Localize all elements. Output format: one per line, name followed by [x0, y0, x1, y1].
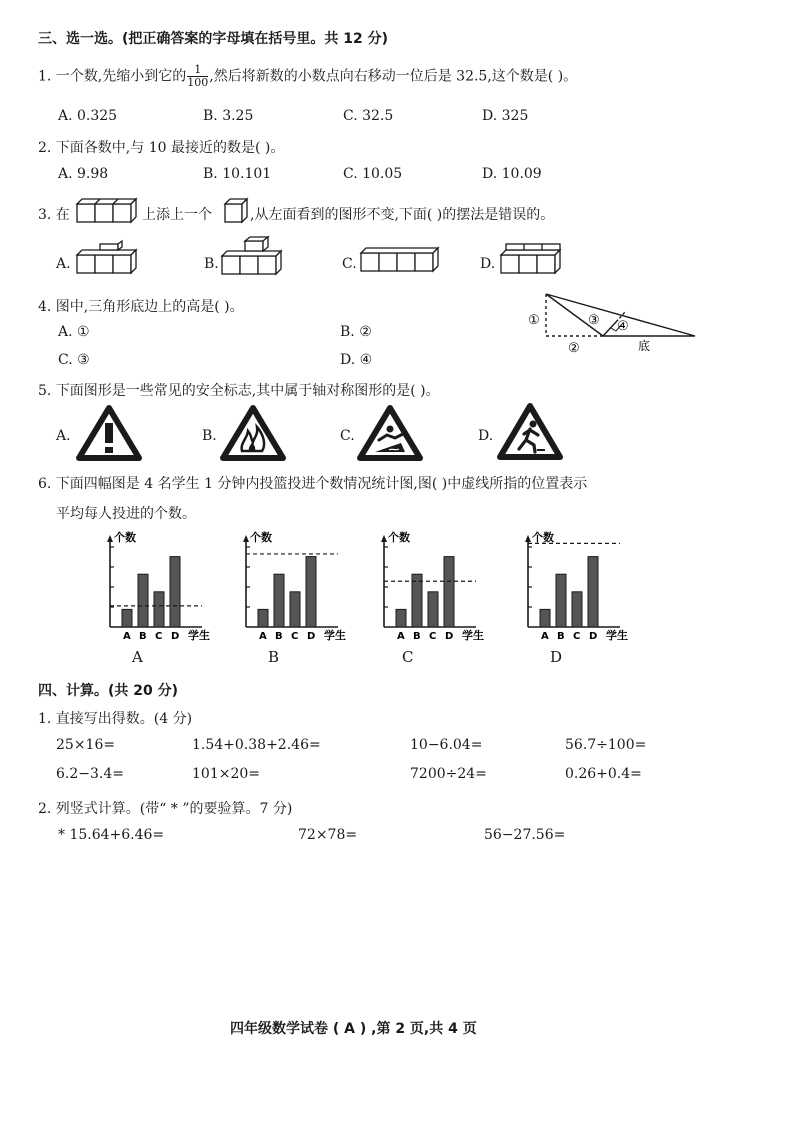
q2-option-d: D. 10.09 — [482, 166, 542, 182]
question-2: 2. 下面各数中,与 10 最接近的数是( )。 — [38, 140, 285, 156]
y-axis-arrow — [107, 535, 113, 542]
category-label: A — [397, 631, 405, 642]
chart-c-caption: C — [402, 648, 414, 666]
exclamation-icon — [76, 405, 142, 461]
question-6-line1: 6. 下面四幅图是 4 名学生 1 分钟内投篮投进个数情况统计图,图( )中虚线所指的位置表示 — [38, 476, 588, 492]
section4-heading: 四、计算。(共 20 分) — [38, 683, 179, 699]
calc-3: 10−6.04= — [410, 737, 483, 753]
bar-d — [170, 557, 180, 627]
chart-d-caption: D — [550, 648, 563, 666]
calc-7: 7200÷24= — [410, 766, 487, 782]
category-label: C — [155, 631, 163, 642]
vertical-calc-3: 56−27.56= — [484, 827, 566, 843]
category-label: D — [307, 631, 316, 642]
q1-option-a: A. 0.325 — [58, 108, 118, 124]
y-axis-arrow — [525, 535, 531, 542]
x-axis-label: 学生 — [606, 629, 628, 642]
category-label: A — [123, 631, 131, 642]
bar-c — [290, 592, 300, 627]
bar-chart-b — [232, 530, 362, 650]
triangle-label-3: ③ — [588, 313, 600, 328]
q4-option-a: A. ① — [58, 324, 90, 340]
category-label: D — [589, 631, 598, 642]
triangle-label-base: 底 — [638, 339, 651, 353]
vertical-calc-1: * 15.64+6.46= — [58, 827, 165, 843]
question-3-mid: 上添上一个 — [142, 207, 212, 223]
q5-option-d: D. — [478, 428, 494, 444]
q3-option-a: A. — [56, 256, 71, 272]
calc-1: 25×16= — [56, 737, 116, 753]
y-axis-label: 个数 — [388, 531, 410, 544]
cube-group-icon — [76, 198, 136, 224]
bar-b — [412, 574, 422, 627]
calc-2: 1.54+0.38+2.46= — [192, 737, 321, 753]
category-label: D — [171, 631, 180, 642]
q3-option-a-cubes-icon — [76, 243, 138, 277]
chart-b-caption: B — [268, 648, 280, 666]
y-axis-label: 个数 — [114, 531, 136, 544]
section4-sub2: 2. 列竖式计算。(带“ * ”的要验算。7 分) — [38, 801, 293, 817]
slippery-icon — [357, 405, 423, 461]
bar-d — [588, 557, 598, 627]
y-axis-arrow — [243, 535, 249, 542]
category-label: D — [445, 631, 454, 642]
triangle-label-4: ④ — [617, 319, 629, 334]
calc-8: 0.26+0.4= — [565, 766, 642, 782]
calc-6: 101×20= — [192, 766, 260, 782]
q3-option-b-cubes-icon — [221, 240, 283, 278]
category-label: A — [541, 631, 549, 642]
q3-option-d: D. — [480, 256, 496, 272]
bar-c — [154, 592, 164, 627]
y-axis-label: 个数 — [532, 531, 554, 544]
category-label: C — [429, 631, 437, 642]
bar-a — [258, 609, 268, 627]
category-label: C — [573, 631, 581, 642]
bar-chart-d — [514, 530, 644, 650]
category-label: C — [291, 631, 299, 642]
q3-option-c-cubes-icon — [360, 247, 438, 277]
bar-b — [138, 574, 148, 627]
q5-option-a: A. — [56, 428, 71, 444]
fraction-denominator: 100 — [187, 76, 209, 89]
x-axis-label: 学生 — [324, 629, 346, 642]
running-person-icon — [497, 403, 563, 461]
triangle-label-2: ② — [568, 341, 580, 356]
bar-c — [572, 592, 582, 627]
category-label: A — [259, 631, 267, 642]
category-label: B — [139, 631, 147, 642]
fraction — [187, 64, 208, 89]
y-axis-arrow — [381, 535, 387, 542]
question-1 — [38, 64, 577, 89]
question-1-post: ,然后将新数的小数点向右移动一位后是 32.5,这个数是( )。 — [209, 68, 578, 85]
bar-chart-a — [96, 530, 226, 650]
q1-option-d: D. 325 — [482, 108, 529, 124]
bar-a — [122, 609, 132, 627]
category-label: B — [275, 631, 283, 642]
cube-icon — [224, 198, 248, 224]
x-axis-label: 学生 — [188, 629, 210, 642]
x-axis-label: 学生 — [462, 629, 484, 642]
bar-b — [274, 574, 284, 627]
bar-d — [444, 557, 454, 627]
q5-option-c: C. — [340, 428, 355, 444]
calc-4: 56.7÷100= — [565, 737, 647, 753]
question-5: 5. 下面图形是一些常见的安全标志,其中属于轴对称图形的是( )。 — [38, 383, 440, 399]
triangle-figure — [520, 288, 700, 354]
category-label: B — [557, 631, 565, 642]
bar-d — [306, 557, 316, 627]
q4-option-b: B. ② — [340, 324, 372, 340]
question-6-line2: 平均每人投进的个数。 — [56, 506, 196, 522]
page-footer: 四年级数学试卷 ( A ) ,第 2 页,共 4 页 — [230, 1021, 477, 1037]
y-axis-label: 个数 — [250, 531, 272, 544]
triangle-label-1: ① — [528, 313, 540, 328]
calc-5: 6.2−3.4= — [56, 766, 124, 782]
question-3-pre: 3. 在 — [38, 207, 70, 223]
q2-option-a: A. 9.98 — [58, 166, 109, 182]
section4-sub1: 1. 直接写出得数。(4 分) — [38, 711, 193, 727]
fire-icon — [220, 405, 286, 461]
question-1-pre: 1. 一个数,先缩小到它的 — [38, 68, 187, 85]
vertical-calc-2: 72×78= — [298, 827, 358, 843]
q3-option-b: B. — [204, 256, 219, 272]
chart-a-caption: A — [132, 648, 143, 666]
category-label: B — [413, 631, 421, 642]
q2-option-c: C. 10.05 — [343, 166, 403, 182]
bar-a — [396, 609, 406, 627]
section3-heading: 三、选一选。(把正确答案的字母填在括号里。共 12 分) — [38, 31, 389, 47]
q1-option-b: B. 3.25 — [203, 108, 254, 124]
bar-c — [428, 592, 438, 627]
fraction-numerator: 1 — [187, 64, 208, 77]
q1-option-c: C. 32.5 — [343, 108, 394, 124]
question-3-post: ,从左面看到的图形不变,下面( )的摆法是错误的。 — [250, 207, 555, 223]
bar-chart-c — [370, 530, 500, 650]
question-4: 4. 图中,三角形底边上的高是( )。 — [38, 299, 244, 315]
q5-option-b: B. — [202, 428, 217, 444]
bar-a — [540, 609, 550, 627]
q3-option-c: C. — [342, 256, 357, 272]
bar-b — [556, 574, 566, 627]
q4-option-d: D. ④ — [340, 352, 373, 368]
q3-option-d-cubes-icon — [500, 243, 562, 277]
q2-option-b: B. 10.101 — [203, 166, 272, 182]
q4-option-c: C. ③ — [58, 352, 90, 368]
